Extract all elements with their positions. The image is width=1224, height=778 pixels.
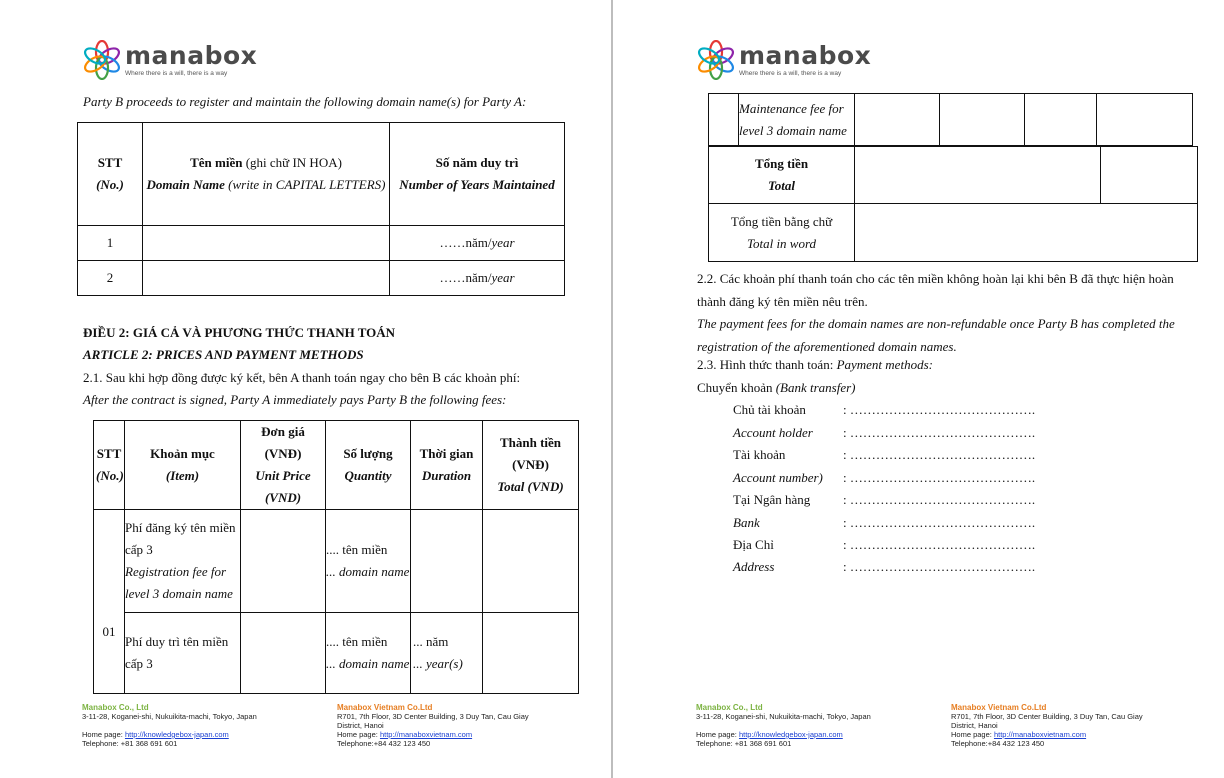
document-page-right [613,0,1224,778]
manabox-logo [696,40,871,80]
fee-col-duration: Thời gian Duration [411,421,483,510]
account-holder-field[interactable]: : ……………………………………. [843,425,1036,440]
bank-field-row: Account holder : ……………………………………. [733,425,1036,440]
brand-name: manabox [125,41,258,70]
footer-vietnam: Manabox Vietnam Co.Ltd R701, 7th Floor, 3D Center Building, 3 Duy Tan, Cau Giay District, Hanoi Home page: http://manaboxvietnam.com Telephone:+84 432 123 450 [337,703,529,748]
total-cell[interactable] [1097,94,1193,146]
article2-heading-en: ARTICLE 2: PRICES AND PAYMENT METHODS [83,347,364,362]
clause-2-1-vn: 2.1. Sau khi hợp đồng được ký kết, bên A thanh toán ngay cho bên B các khoản phí: [83,370,521,385]
account-number-field[interactable]: : ……………………………………. [843,470,1036,485]
domain-col-stt: STT (No.) [78,123,143,226]
quantity-cell[interactable] [940,94,1025,146]
brand-tagline: Where there is a will, there is a way [739,70,842,77]
clause-2-2-vn: 2.2. Các khoản phí thanh toán cho các tên miền không hoàn lại khi bên B đã thực hiện hoàn thành đăng ký tên miền nêu trên. [697,271,1174,309]
domain-intro: Party B proceeds to register and maintain the following domain name(s) for Party A: [83,94,527,109]
domain-table [77,122,565,296]
unit-price-cell[interactable] [855,94,940,146]
vn-homepage-link[interactable]: http://manaboxvietnam.com [993,730,1087,739]
address-field[interactable]: : ……………………………………. [843,559,1036,574]
brand-tagline: Where there is a will, there is a way [125,70,228,77]
unit-price-cell[interactable] [241,510,326,613]
manabox-flower-icon [696,40,736,80]
totals-table [708,146,1198,262]
bank-field-row: Địa Chỉ : ……………………………………. [733,537,1036,552]
jp-homepage-link[interactable]: http://knowledgebox-japan.com [124,730,229,739]
unit-price-cell[interactable] [241,613,326,694]
fee-table [93,420,579,694]
grand-total-vnd-cell[interactable] [1101,147,1198,204]
fee-col-quantity: Số lượng Quantity [326,421,411,510]
brand-name: manabox [739,41,872,70]
bank-vn-field[interactable]: : ……………………………………. [843,492,1036,507]
clause-2-1-en: After the contract is signed, Party A immediately pays Party B the following fees: [83,392,507,407]
table-row: Tổng tiền bằng chữ Total in word [709,204,1198,262]
table-row: 2 ……năm/year [78,261,565,296]
table-row: Phí duy trì tên miền cấp 3 .... tên miền ... domain name ... năm ... year(s) [94,613,579,694]
grand-total-cell[interactable] [855,147,1101,204]
manabox-flower-icon [82,40,122,80]
bank-field-row: Tài khoản : ……………………………………. [733,447,1036,462]
domain-col-years: Số năm duy trì Number of Years Maintained [390,123,565,226]
fee-col-item: Khoản mục (Item) [125,421,241,510]
fee-col-total: Thành tiền (VNĐ) Total (VND) [483,421,579,510]
clause-2-3: 2.3. Hình thức thanh toán: Payment methods: [697,357,933,372]
manabox-logo [82,40,257,80]
table-row: 01 Phí đăng ký tên miền cấp 3 Registration fee for level 3 domain name .... tên miền ... domain name [94,510,579,613]
fee-group-no: 01 [94,510,125,694]
total-cell[interactable] [483,510,579,613]
vn-homepage-link[interactable]: http://manaboxvietnam.com [379,730,473,739]
table-row: Maintenance fee for level 3 domain name [709,94,1193,146]
domain-col-name: Tên miền (ghi chữ IN HOA) Domain Name (write in CAPITAL LETTERS) [143,123,390,226]
duration-cell[interactable] [1025,94,1097,146]
account-holder-vn-field[interactable]: : ……………………………………. [843,402,1036,417]
document-page-left [0,0,611,778]
bank-transfer-label: Chuyển khoản (Bank transfer) [697,380,856,395]
footer-japan: Manabox Co., Ltd 3-11-28, Koganei-shi, Nukuikita-machi, Tokyo, Japan Home page: http://knowledgebox-japan.com Telephone: +81 368 691 601 [696,703,871,748]
account-number-vn-field[interactable]: : ……………………………………. [843,447,1036,462]
fee-col-unit-price: Đơn giá (VNĐ) Unit Price (VND) [241,421,326,510]
table-row: 1 ……năm/year [78,226,565,261]
footer-vietnam: Manabox Vietnam Co.Ltd R701, 7th Floor, 3D Center Building, 3 Duy Tan, Cau Giay District, Hanoi Home page: http://manaboxvietnam.com Telephone:+84 432 123 450 [951,703,1143,748]
domain-name-cell[interactable] [143,226,390,261]
jp-homepage-link[interactable]: http://knowledgebox-japan.com [738,730,843,739]
duration-cell[interactable] [411,510,483,613]
fee-col-stt: STT (No.) [94,421,125,510]
article2-heading-vn: ĐIỀU 2: GIÁ CẢ VÀ PHƯƠNG THỨC THANH TOÁN [83,325,396,340]
table-row: Tổng tiền Total [709,147,1198,204]
bank-field-row: Tại Ngân hàng : ……………………………………. [733,492,1036,507]
address-vn-field[interactable]: : ……………………………………. [843,537,1036,552]
footer-japan: Manabox Co., Ltd 3-11-28, Koganei-shi, Nukuikita-machi, Tokyo, Japan Home page: http://knowledgebox-japan.com Telephone: +81 368 691 601 [82,703,257,748]
fee-table-continued [708,93,1193,146]
bank-field-row: Address : ……………………………………. [733,559,1036,574]
bank-field-row: Chủ tài khoản : ……………………………………. [733,402,1036,417]
bank-field-row: Bank : ……………………………………. [733,515,1036,530]
clause-2-2-en: The payment fees for the domain names are non-refundable once Party B has completed the registration of the aforementioned domain names. [697,316,1175,354]
bank-field-row: Account number) : ……………………………………. [733,470,1036,485]
bank-field[interactable]: : ……………………………………. [843,515,1036,530]
total-in-words-cell[interactable] [855,204,1198,262]
total-cell[interactable] [483,613,579,694]
domain-name-cell[interactable] [143,261,390,296]
